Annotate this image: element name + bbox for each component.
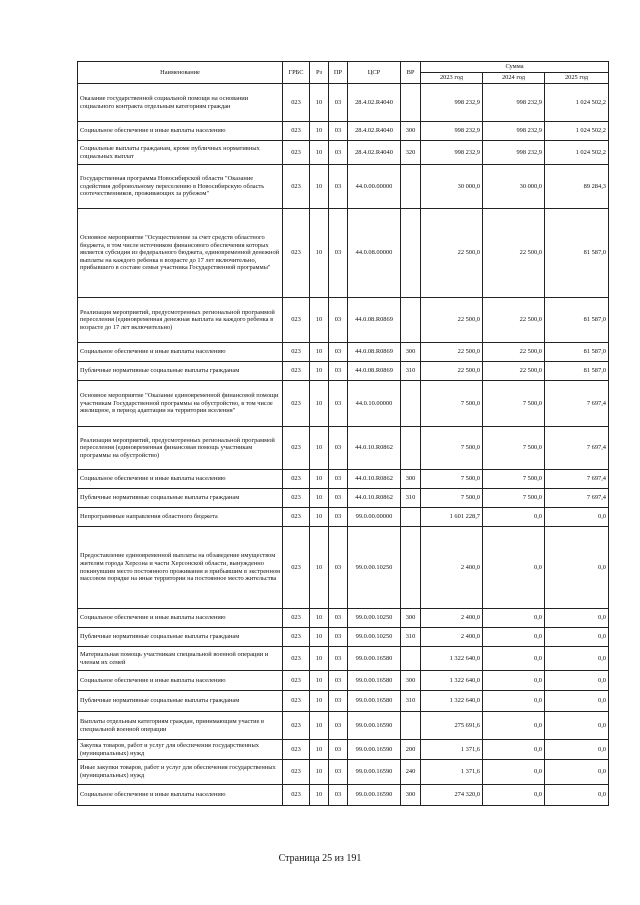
row-pr-cell: 03 — [329, 647, 348, 671]
row-amount-2025: 7 697,4 — [545, 427, 609, 470]
row-amount-2023: 1 322 640,0 — [421, 691, 483, 712]
row-grbs-cell: 023 — [283, 527, 310, 609]
row-amount-2025: 0,0 — [545, 712, 609, 740]
row-grbs-cell: 023 — [283, 489, 310, 508]
row-grbs-cell: 023 — [283, 165, 310, 209]
row-amount-2023: 998 232,9 — [421, 122, 483, 141]
row-amount-2023: 1 322 640,0 — [421, 671, 483, 691]
row-grbs-cell: 023 — [283, 343, 310, 362]
row-pr-cell: 03 — [329, 671, 348, 691]
row-rz-cell: 10 — [310, 381, 329, 427]
row-csr-cell: 28.4.02.R4040 — [348, 84, 401, 122]
row-vr-cell — [401, 527, 421, 609]
row-rz-cell: 10 — [310, 298, 329, 343]
row-vr-cell — [401, 381, 421, 427]
row-pr-cell: 03 — [329, 209, 348, 298]
row-amount-2023: 998 232,9 — [421, 84, 483, 122]
row-amount-2024: 998 232,9 — [483, 84, 545, 122]
row-amount-2025: 1 024 502,2 — [545, 84, 609, 122]
row-grbs-cell: 023 — [283, 141, 310, 165]
row-vr-cell: 310 — [401, 362, 421, 381]
row-name-cell: Реализация мероприятий, предусмотренных региональной программой переселения (единовременная финансовая помощь участникам программы на обустройство) — [78, 427, 283, 470]
row-name-cell: Публичные нормативные социальные выплаты гражданам — [78, 362, 283, 381]
row-amount-2023: 22 500,0 — [421, 298, 483, 343]
row-vr-cell: 310 — [401, 489, 421, 508]
row-name-cell: Выплаты отдельным категориям граждан, принимающим участие в специальной военной операции — [78, 712, 283, 740]
row-amount-2024: 0,0 — [483, 628, 545, 647]
row-name-cell: Непрограммные направления областного бюджета — [78, 508, 283, 527]
table-row — [78, 362, 609, 381]
row-amount-2025: 0,0 — [545, 691, 609, 712]
row-rz-cell: 10 — [310, 671, 329, 691]
row-amount-2023: 7 500,0 — [421, 470, 483, 489]
row-csr-cell: 44.0.10.R0862 — [348, 489, 401, 508]
row-amount-2024: 998 232,9 — [483, 141, 545, 165]
row-name-cell: Социальное обеспечение и иные выплаты населению — [78, 470, 283, 489]
header-rz: Рз — [310, 62, 329, 84]
row-grbs-cell: 023 — [283, 712, 310, 740]
row-csr-cell: 99.0.00.16580 — [348, 671, 401, 691]
row-rz-cell: 10 — [310, 508, 329, 527]
row-grbs-cell: 023 — [283, 760, 310, 785]
header-grbs: ГРБС — [283, 62, 310, 84]
row-rz-cell: 10 — [310, 209, 329, 298]
row-rz-cell: 10 — [310, 647, 329, 671]
header-sum: Сумма — [421, 62, 609, 73]
row-amount-2025: 1 024 502,2 — [545, 141, 609, 165]
row-grbs-cell: 023 — [283, 381, 310, 427]
row-amount-2025: 89 284,3 — [545, 165, 609, 209]
row-rz-cell: 10 — [310, 785, 329, 806]
table-row — [78, 141, 609, 165]
row-pr-cell: 03 — [329, 785, 348, 806]
table-row — [78, 470, 609, 489]
row-amount-2024: 22 500,0 — [483, 298, 545, 343]
row-amount-2024: 7 500,0 — [483, 470, 545, 489]
table-row — [78, 209, 609, 298]
row-amount-2023: 274 320,0 — [421, 785, 483, 806]
row-amount-2025: 81 587,0 — [545, 362, 609, 381]
row-pr-cell: 03 — [329, 527, 348, 609]
table-row — [78, 609, 609, 628]
row-pr-cell: 03 — [329, 470, 348, 489]
row-amount-2024: 7 500,0 — [483, 381, 545, 427]
row-pr-cell: 03 — [329, 489, 348, 508]
row-amount-2023: 7 500,0 — [421, 381, 483, 427]
row-amount-2025: 0,0 — [545, 671, 609, 691]
row-rz-cell: 10 — [310, 427, 329, 470]
row-pr-cell: 03 — [329, 84, 348, 122]
row-name-cell: Основное мероприятие "Осуществление за счет средств областного бюджета, в том числе источником финансового обеспечения которых является субсидия из федерального бюджета, единовременной денежной выплаты на каждого ребенка в возрасте до 17 лет включительно, прибывшего в составе семьи участника Государственной программы" — [78, 209, 283, 298]
row-csr-cell: 99.0.00.16590 — [348, 740, 401, 760]
row-amount-2024: 22 500,0 — [483, 362, 545, 381]
row-csr-cell: 99.0.00.16590 — [348, 760, 401, 785]
table-row — [78, 489, 609, 508]
row-amount-2025: 0,0 — [545, 740, 609, 760]
table-row — [78, 760, 609, 785]
row-csr-cell: 99.0.00.10250 — [348, 628, 401, 647]
row-rz-cell: 10 — [310, 343, 329, 362]
table-row — [78, 785, 609, 806]
row-name-cell: Социальное обеспечение и иные выплаты населению — [78, 609, 283, 628]
row-pr-cell: 03 — [329, 343, 348, 362]
page-number: Страница 25 из 191 — [278, 853, 362, 864]
row-amount-2023: 2 400,0 — [421, 609, 483, 628]
table-row — [78, 691, 609, 712]
row-csr-cell: 44.0.08.00000 — [348, 209, 401, 298]
row-csr-cell: 99.0.00.16580 — [348, 647, 401, 671]
row-csr-cell: 44.0.00.00000 — [348, 165, 401, 209]
row-amount-2023: 22 500,0 — [421, 343, 483, 362]
row-amount-2025: 0,0 — [545, 760, 609, 785]
table-header — [78, 62, 609, 84]
table-row — [78, 122, 609, 141]
row-rz-cell: 10 — [310, 165, 329, 209]
row-name-cell: Основное мероприятие "Оказание единовременной финансовой помощи участникам Государственной программы на обустройство, в том числе жилищное, в период адаптации на территории вселения" — [78, 381, 283, 427]
row-rz-cell: 10 — [310, 712, 329, 740]
row-amount-2023: 1 371,6 — [421, 740, 483, 760]
table-row — [78, 712, 609, 740]
row-amount-2024: 0,0 — [483, 785, 545, 806]
row-rz-cell: 10 — [310, 628, 329, 647]
table-row — [78, 165, 609, 209]
row-pr-cell: 03 — [329, 427, 348, 470]
row-vr-cell: 300 — [401, 609, 421, 628]
table-row — [78, 427, 609, 470]
table-row — [78, 671, 609, 691]
row-name-cell: Публичные нормативные социальные выплаты гражданам — [78, 628, 283, 647]
row-vr-cell — [401, 712, 421, 740]
row-csr-cell: 44.0.10.R0862 — [348, 470, 401, 489]
row-rz-cell: 10 — [310, 740, 329, 760]
row-name-cell: Публичные нормативные социальные выплаты гражданам — [78, 489, 283, 508]
row-vr-cell: 310 — [401, 628, 421, 647]
row-pr-cell: 03 — [329, 165, 348, 209]
row-name-cell: Государственная программа Новосибирской области "Оказание содействия добровольному переселению в Новосибирскую область соотечественников, проживающих за рубежом" — [78, 165, 283, 209]
row-pr-cell: 03 — [329, 712, 348, 740]
row-amount-2025: 0,0 — [545, 527, 609, 609]
row-rz-cell: 10 — [310, 362, 329, 381]
header-csr: ЦСР — [348, 62, 401, 84]
row-grbs-cell: 023 — [283, 298, 310, 343]
row-pr-cell: 03 — [329, 760, 348, 785]
row-amount-2024: 7 500,0 — [483, 489, 545, 508]
row-amount-2023: 2 400,0 — [421, 628, 483, 647]
row-name-cell: Оказание государственной социальной помощи на основании социального контракта отдельным категориям граждан — [78, 84, 283, 122]
row-grbs-cell: 023 — [283, 628, 310, 647]
row-name-cell: Реализация мероприятий, предусмотренных региональной программой переселения (единовременная денежная выплата на каждого ребенка в возрасте до 17 лет включительно) — [78, 298, 283, 343]
row-amount-2023: 1 322 640,0 — [421, 647, 483, 671]
row-grbs-cell: 023 — [283, 84, 310, 122]
row-vr-cell: 300 — [401, 343, 421, 362]
row-vr-cell — [401, 165, 421, 209]
row-vr-cell: 300 — [401, 785, 421, 806]
table-row — [78, 343, 609, 362]
row-grbs-cell: 023 — [283, 671, 310, 691]
row-name-cell: Иные закупки товаров, работ и услуг для обеспечения государственных (муниципальных) нужд — [78, 760, 283, 785]
row-amount-2025: 7 697,4 — [545, 489, 609, 508]
row-amount-2023: 2 400,0 — [421, 527, 483, 609]
row-amount-2023: 22 500,0 — [421, 209, 483, 298]
row-csr-cell: 44.0.08.R0869 — [348, 362, 401, 381]
row-amount-2024: 0,0 — [483, 760, 545, 785]
header-year-2024: 2024 год — [483, 73, 545, 84]
row-amount-2024: 0,0 — [483, 647, 545, 671]
row-pr-cell: 03 — [329, 122, 348, 141]
row-vr-cell — [401, 209, 421, 298]
row-amount-2024: 0,0 — [483, 671, 545, 691]
row-rz-cell: 10 — [310, 470, 329, 489]
row-amount-2023: 998 232,9 — [421, 141, 483, 165]
row-amount-2023: 1 601 228,7 — [421, 508, 483, 527]
row-name-cell: Публичные нормативные социальные выплаты гражданам — [78, 691, 283, 712]
row-amount-2025: 0,0 — [545, 508, 609, 527]
row-name-cell: Социальное обеспечение и иные выплаты населению — [78, 785, 283, 806]
row-csr-cell: 44.0.10.00000 — [348, 381, 401, 427]
row-vr-cell: 300 — [401, 470, 421, 489]
row-grbs-cell: 023 — [283, 362, 310, 381]
row-amount-2024: 0,0 — [483, 609, 545, 628]
row-vr-cell: 300 — [401, 671, 421, 691]
header-vr: ВР — [401, 62, 421, 84]
row-csr-cell: 28.4.02.R4040 — [348, 141, 401, 165]
row-amount-2025: 81 587,0 — [545, 209, 609, 298]
row-name-cell: Предоставление единовременной выплаты на обзаведение имуществом жителям города Херсона и части Херсонской области, вынужденно покинувшим место постоянного проживания и прибывшим в экстренном массовом порядке на иные территории на постоянное место жительства — [78, 527, 283, 609]
row-vr-cell: 310 — [401, 691, 421, 712]
row-amount-2025: 0,0 — [545, 785, 609, 806]
row-csr-cell: 99.0.00.16580 — [348, 691, 401, 712]
row-pr-cell: 03 — [329, 628, 348, 647]
row-amount-2025: 7 697,4 — [545, 470, 609, 489]
row-pr-cell: 03 — [329, 508, 348, 527]
table-body — [78, 84, 609, 806]
row-vr-cell: 240 — [401, 760, 421, 785]
table-row — [78, 508, 609, 527]
row-amount-2023: 1 371,6 — [421, 760, 483, 785]
row-amount-2024: 22 500,0 — [483, 209, 545, 298]
row-grbs-cell: 023 — [283, 427, 310, 470]
row-vr-cell — [401, 298, 421, 343]
row-name-cell: Социальные выплаты гражданам, кроме публичных нормативных социальных выплат — [78, 141, 283, 165]
row-pr-cell: 03 — [329, 381, 348, 427]
row-rz-cell: 10 — [310, 141, 329, 165]
row-pr-cell: 03 — [329, 609, 348, 628]
row-csr-cell: 44.0.08.R0869 — [348, 298, 401, 343]
row-vr-cell: 320 — [401, 141, 421, 165]
row-csr-cell: 28.4.02.R4040 — [348, 122, 401, 141]
table-row — [78, 647, 609, 671]
row-amount-2023: 7 500,0 — [421, 427, 483, 470]
row-amount-2024: 30 000,0 — [483, 165, 545, 209]
row-amount-2025: 7 697,4 — [545, 381, 609, 427]
row-csr-cell: 99.0.00.00000 — [348, 508, 401, 527]
table-row — [78, 381, 609, 427]
table-row — [78, 740, 609, 760]
header-name: Наименование — [78, 62, 283, 84]
row-amount-2024: 0,0 — [483, 691, 545, 712]
row-amount-2023: 275 691,6 — [421, 712, 483, 740]
row-csr-cell: 99.0.00.10250 — [348, 609, 401, 628]
row-amount-2024: 0,0 — [483, 712, 545, 740]
row-amount-2023: 22 500,0 — [421, 362, 483, 381]
row-amount-2024: 22 500,0 — [483, 343, 545, 362]
header-pr: ПР — [329, 62, 348, 84]
row-amount-2023: 30 000,0 — [421, 165, 483, 209]
row-name-cell: Закупка товаров, работ и услуг для обеспечения государственных (муниципальных) нужд — [78, 740, 283, 760]
row-grbs-cell: 023 — [283, 785, 310, 806]
row-csr-cell: 44.0.10.R0862 — [348, 427, 401, 470]
row-amount-2025: 1 024 502,2 — [545, 122, 609, 141]
row-amount-2025: 81 587,0 — [545, 343, 609, 362]
row-amount-2025: 0,0 — [545, 647, 609, 671]
row-vr-cell: 200 — [401, 740, 421, 760]
row-pr-cell: 03 — [329, 362, 348, 381]
row-name-cell: Социальное обеспечение и иные выплаты населению — [78, 122, 283, 141]
table-row — [78, 84, 609, 122]
row-pr-cell: 03 — [329, 691, 348, 712]
table-row — [78, 628, 609, 647]
row-pr-cell: 03 — [329, 141, 348, 165]
row-grbs-cell: 023 — [283, 691, 310, 712]
row-grbs-cell: 023 — [283, 647, 310, 671]
row-vr-cell — [401, 647, 421, 671]
row-pr-cell: 03 — [329, 298, 348, 343]
row-name-cell: Социальное обеспечение и иные выплаты населению — [78, 343, 283, 362]
row-pr-cell: 03 — [329, 740, 348, 760]
row-csr-cell: 99.0.00.16590 — [348, 712, 401, 740]
row-rz-cell: 10 — [310, 489, 329, 508]
budget-table — [77, 61, 609, 806]
row-vr-cell — [401, 84, 421, 122]
row-rz-cell: 10 — [310, 609, 329, 628]
table-row — [78, 298, 609, 343]
row-vr-cell — [401, 427, 421, 470]
row-name-cell: Социальное обеспечение и иные выплаты населению — [78, 671, 283, 691]
row-rz-cell: 10 — [310, 760, 329, 785]
row-rz-cell: 10 — [310, 84, 329, 122]
row-rz-cell: 10 — [310, 122, 329, 141]
row-name-cell: Материальная помощь участникам специальной военной операции и членам их семей — [78, 647, 283, 671]
row-vr-cell: 300 — [401, 122, 421, 141]
row-amount-2024: 998 232,9 — [483, 122, 545, 141]
row-rz-cell: 10 — [310, 527, 329, 609]
row-grbs-cell: 023 — [283, 209, 310, 298]
row-amount-2024: 7 500,0 — [483, 427, 545, 470]
row-amount-2025: 0,0 — [545, 628, 609, 647]
row-amount-2023: 7 500,0 — [421, 489, 483, 508]
table-row — [78, 527, 609, 609]
row-grbs-cell: 023 — [283, 740, 310, 760]
row-grbs-cell: 023 — [283, 609, 310, 628]
row-vr-cell — [401, 508, 421, 527]
row-csr-cell: 44.0.08.R0869 — [348, 343, 401, 362]
row-csr-cell: 99.0.00.16590 — [348, 785, 401, 806]
row-amount-2024: 0,0 — [483, 527, 545, 609]
header-year-2025: 2025 год — [545, 73, 609, 84]
row-amount-2025: 0,0 — [545, 609, 609, 628]
row-csr-cell: 99.0.00.10250 — [348, 527, 401, 609]
row-grbs-cell: 023 — [283, 470, 310, 489]
row-grbs-cell: 023 — [283, 122, 310, 141]
header-year-2023: 2023 год — [421, 73, 483, 84]
row-amount-2024: 0,0 — [483, 508, 545, 527]
row-rz-cell: 10 — [310, 691, 329, 712]
row-amount-2025: 81 587,0 — [545, 298, 609, 343]
row-grbs-cell: 023 — [283, 508, 310, 527]
row-amount-2024: 0,0 — [483, 740, 545, 760]
